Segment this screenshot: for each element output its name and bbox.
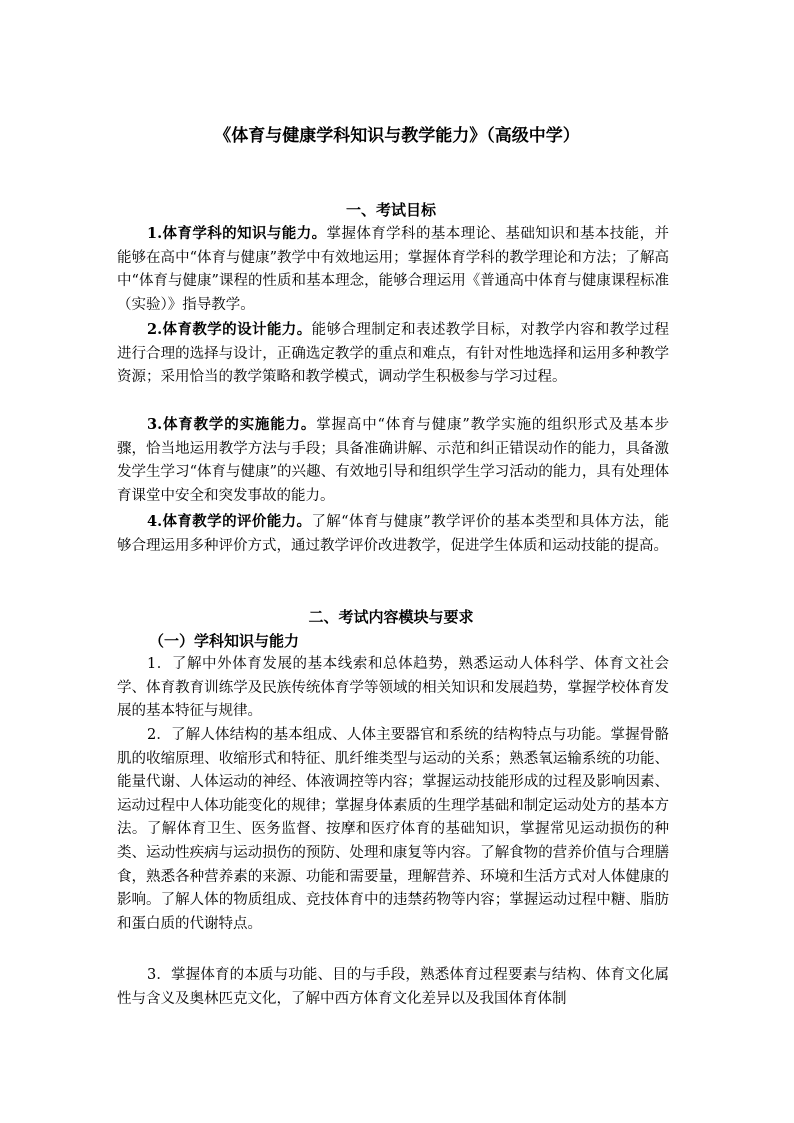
- objective-lead-3: 3.体育教学的实施能力。: [147, 416, 317, 433]
- content-paragraph-1: 1．了解中外体育发展的基本线索和总体趋势，熟悉运动人体科学、体育文社会学、体育教育训练学及民族传统体育学等领域的相关知识和发展趋势，掌握学校体育发展的基本特征与规律。: [117, 656, 669, 720]
- objective-lead-4: 4.体育教学的评价能力。: [147, 513, 312, 530]
- objective-text-4: 了解“体育与健康”教学评价的基本类型和具体方法，能够合理运用多种评价方式，通过教学评价改进教学，促进学生体质和运动技能的提高。: [117, 514, 669, 554]
- objective-text-3: 掌握高中“体育与健康”教学实施的组织形式及基本步骤，恰当地运用教学方法与手段；具备准确讲解、示范和纠正错误动作的能力，具备激发学生学习“体育与健康”的兴趣、有效地引导和组织学生学习活动的能力，具有处理体育课堂中安全和突发事故的能力。: [117, 417, 670, 504]
- objective-paragraph-2: [117, 318, 669, 390]
- objective-lead-1: 1.体育学科的知识与能力。: [147, 225, 327, 242]
- content-paragraph-3: 3．掌握体育的本质与功能、目的与手段，熟悉体育过程要素与结构、体育文化属性与含义及奥林匹克文化，了解中西方体育文化差异以及我国体育体制: [117, 967, 669, 1007]
- objective-paragraph-4: [117, 510, 669, 558]
- objective-lead-2: 2.体育教学的设计能力。: [147, 321, 312, 338]
- objective-paragraph-3: [117, 413, 669, 508]
- objective-text-1: 掌握体育学科的基本理论、基础知识和基本技能，并能够在高中“体育与健康”教学中有效地运用；掌握体育学科的教学理论和方法；了解高中“体育与健康”课程的性质和基本理念，能够合理运用《普通高中体育与健康课程标准（实验）》指导教学。: [117, 226, 669, 313]
- section-heading-exam-objectives: 一、考试目标: [345, 201, 436, 219]
- document-title: 《体育与健康学科知识与教学能力》（高级中学）: [214, 126, 580, 146]
- section-heading-content-modules: 二、考试内容模块与要求: [308, 608, 474, 626]
- subheading-subject-knowledge: （一）学科知识与能力: [149, 632, 300, 650]
- content-paragraph-2: 2．了解人体结构的基本组成、人体主要器官和系统的结构特点与功能。掌握骨骼肌的收缩原理、收缩形式和特征、肌纤维类型与运动的关系；熟悉氧运输系统的功能、能量代谢、人体运动的神经、体液调控等内容；掌握运动技能形成的过程及影响因素、运动过程中人体功能变化的规律；掌握身体素质的生理学基础和制定运动处方的基本方法。了解体育卫生、医务监督、按摩和医疗体育的基础知识，掌握常见运动损伤的种类、运动性疾病与运动损伤的预防、处理和康复等内容。了解食物的营养价值与合理膳食，熟悉各种营养素的来源、功能和需要量，理解营养、环境和生活方式对人体健康的影响。了解人体的物质组成、竞技体育中的违禁药物等内容；掌握运动过程中糖、脂肪和蛋白质的代谢特点。: [117, 727, 669, 932]
- objective-text-2: 能够合理制定和表述教学目标，对教学内容和教学过程进行合理的选择与设计，正确选定教学的重点和难点，有针对性地选择和运用多种教学资源；采用恰当的教学策略和教学模式，调动学生积极参与学习过程。: [117, 322, 669, 386]
- objective-paragraph-1: [117, 222, 669, 317]
